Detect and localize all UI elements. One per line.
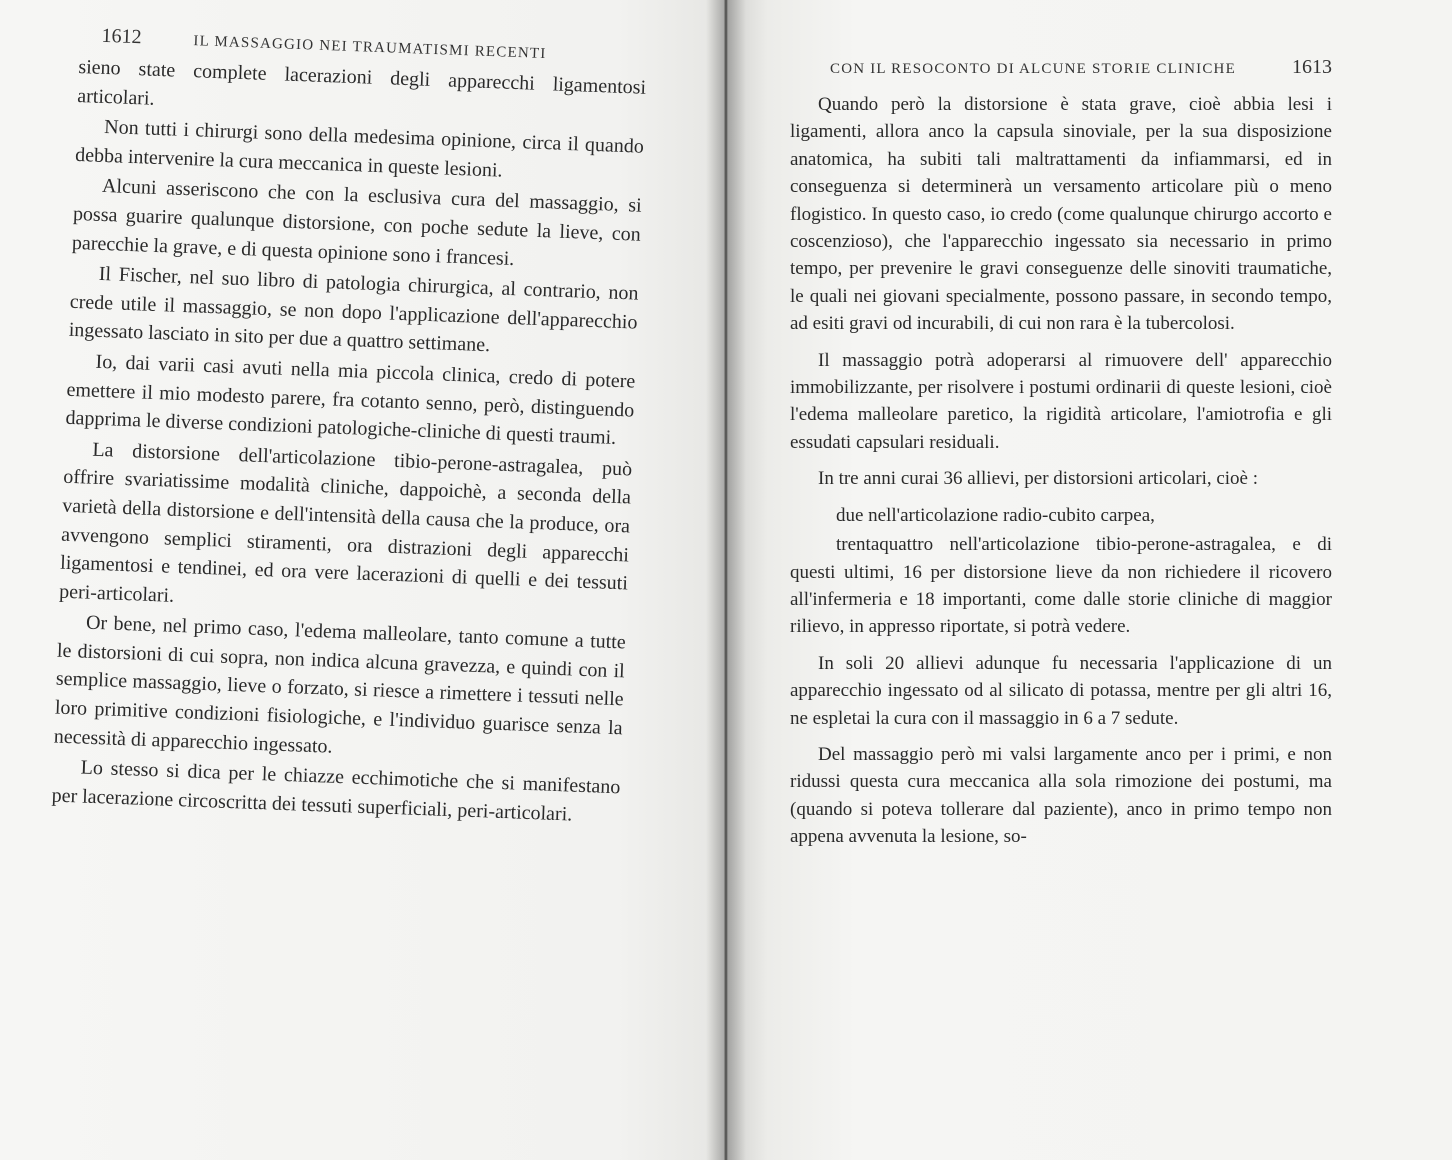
left-paragraph-4: Il Fischer, nel suo libro di patologia chirurgica, al contrario, non crede utile il massaggio, se non dopo l'applicazione dell'apparecchio ingessato lasciato in sito per due a quattro settimane. [68,263,639,357]
right-paragraph-2: Il massaggio potrà adoperarsi al rimuovere dell' apparecchio immobilizzante, per risolvere i postumi ordinarii di queste lesioni, cioè l'edema malleolare paretico, la rigidità articolare, l'amiotrofia e gli essudati capsulari residuali. [790,349,1332,453]
right-paragraph-1: Quando però la distorsione è stata grave, cioè abbia lesi i ligamenti, allora anco la capsula sinoviale, per la sua disposizione anatomica, ha subiti tali maltrattamenti da infiammarsi, ed in conseguenza si determinerà un versamento articolare più o meno flogistico. In questo caso, io credo (come qualunque chirurgo accorto e coscenzioso), che l'apparecchio ingessato sia necessario in primo tempo, per prevenire le gravi conseguenze delle sinoviti traumatiche, le quali nei giovani specialmente, possono passare, in secondo tempo, ad esiti gravi od incurabili, di cui non rara è la tubercolosi. [790,94,1332,335]
page-number-right: 1613 [1292,56,1332,78]
left-page-content [51,24,648,833]
left-page [0,0,724,1160]
left-paragraph-1: sieno state complete lacerazioni degli apparecchi ligamentosi articolari. [76,55,647,110]
right-list-item-2: trentaquattro nell'articolazione tibio-perone-astragalea, e di questi ultimi, 16 per distorsione lieve da non richiedere il ricovero all'infermeria e 18 importanti, come dalle storie cliniche di maggior rilievo, in appresso riportate, si potrà vedere. [790,534,1332,638]
right-paragraph-4: In soli 20 allievi adunque fu necessaria l'applicazione di un apparecchio ingessato od al silicato di potassa, mentre per gli altri 16, ne espletai la cura con il massaggio in 6 a 7 sedute. [790,652,1332,729]
right-paragraph-5: Del massaggio però mi valsi largamente anco per i primi, e non ridussi questa cura meccanica alla sola rimozione dei postumi, ma (quando si poteva tollerare dal paziente), anco in primo tempo non appena avvenuta la lesione, so- [790,743,1332,848]
left-paragraph-5: Io, dai varii casi avuti nella mia piccola clinica, credo di potere emettere il mio modesto parere, fra cotanto senno, però, distinguendo dapprima le diverse condizioni patologiche-cliniche di questi traumi. [65,350,636,450]
right-page-content [790,56,1332,851]
right-page [724,0,1452,1160]
left-paragraph-8: Lo stesso si dica per le chiazze ecchimotiche che si manifestano per lacerazione circoscritta dei tessuti superficiali, peri-articolari. [51,756,621,826]
running-head-title-left: IL MASSAGGIO NEI TRAUMATISMI RECENTI [193,33,547,63]
left-paragraph-7: Or bene, nel primo caso, l'edema malleolare, tanto comune a tutte le distorsioni di cui sopra, non indica alcuna gravezza, e quindi con il semplice massaggio, lieve o forzato, si riesce a rimettere i tessuti nelle loro primitive condizioni fisiologiche, e l'individuo guarisce senza la necessità di apparecchio ingessato. [53,611,627,758]
book-gutter [706,0,746,1160]
running-head-title-right: CON IL RESOCONTO DI ALCUNE STORIE CLINICHE [830,61,1236,77]
right-list-item-1: due nell'articolazione radio-cubito carpea, [836,504,1155,526]
left-paragraph-3: Alcuni asseriscono che con la esclusiva cura del massaggio, si possa guarire qualunque distorsione, con poche sedute la lieve, con parecchie la grave, e di questa opinione sono i francesi. [71,175,643,270]
right-running-head [830,56,1332,79]
page-number-left: 1612 [101,24,142,49]
left-paragraph-2: Non tutti i chirurgi sono della medesima opinione, circa il quando debba intervenire la cura meccanica in queste lesioni. [74,116,645,182]
left-paragraph-6: La distorsione dell'articolazione tibio-perone-astragalea, può offrire svariatissime modalità cliniche, dappoichè, a seconda della varietà della distorsione e dell'intensità della causa che la produce, ora avvengono semplici stiramenti, ora distrazioni degli apparecchi ligamentosi e tendinei, ed ora vere lacerazioni di quelli e dei tessuti peri-articolari. [58,438,633,607]
right-paragraph-3: In tre anni curai 36 allievi, per distorsioni articolari, cioè : [818,468,1259,490]
